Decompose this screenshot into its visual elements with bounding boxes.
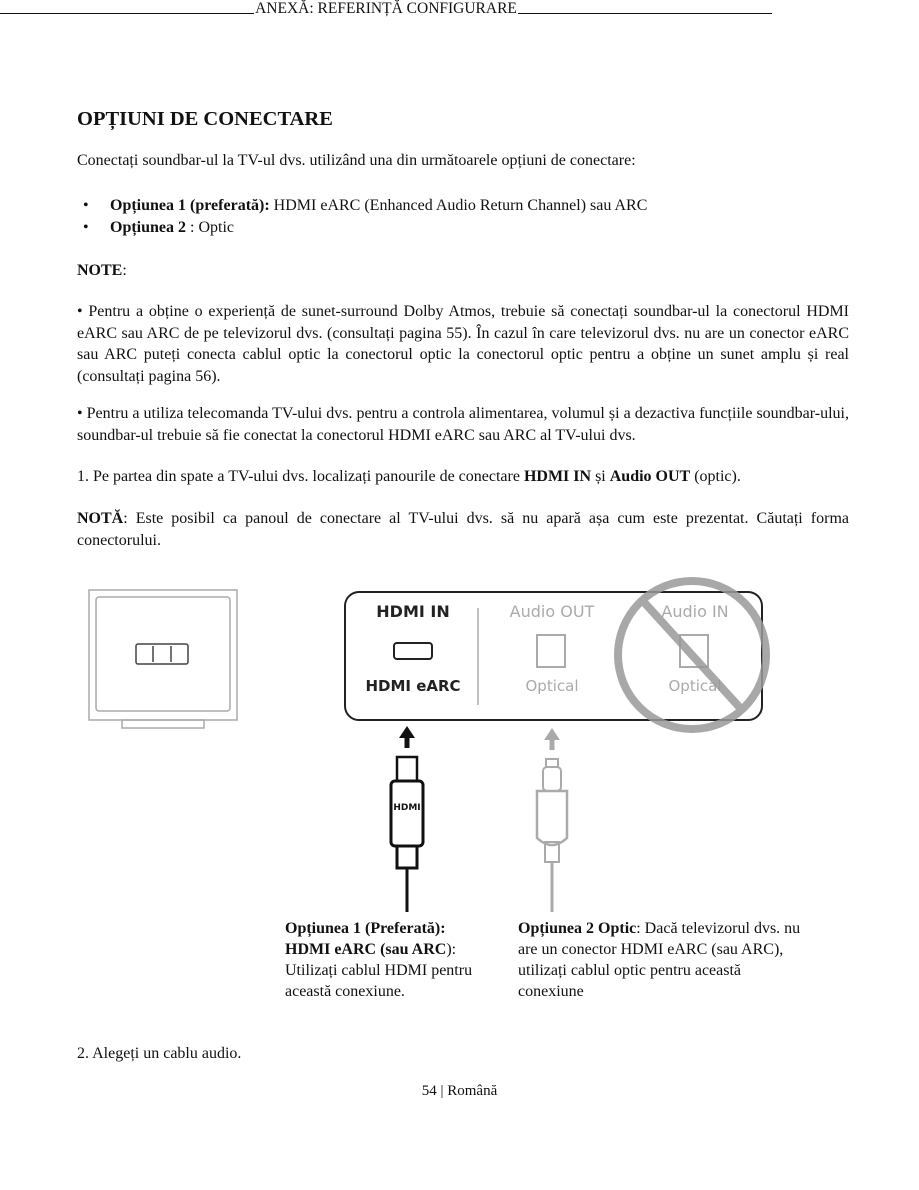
step-text: 1. Pe partea din spate a TV-ului dvs. localizați panourile de conectare [77, 468, 524, 485]
option-text: : Optic [186, 219, 235, 236]
step-1 [77, 466, 849, 488]
step-bold: HDMI IN [523, 468, 592, 485]
caption-option-1 [285, 918, 505, 1002]
note-label: NOTE [77, 262, 123, 279]
hdmi-in-label: HDMI IN [376, 602, 450, 621]
optical-port-icon [537, 635, 565, 667]
caption-bold: Opțiunea 1 (Preferată): [285, 920, 446, 937]
option-text: HDMI eARC (Enhanced Audio Return Channel) sau ARC [269, 197, 648, 214]
nota-paragraph [77, 508, 849, 551]
hdmi-cable-label: HDMI [393, 803, 421, 813]
caption-text: Utilizați cablul HDMI pentru această conexiune. [285, 962, 473, 1000]
step-text: și [591, 468, 610, 485]
page-footer: 54 | Română [421, 1083, 498, 1099]
step-bold: Audio OUT [609, 468, 691, 485]
list-item: • Opțiunea 2 : Optic [83, 219, 235, 236]
caption-text: ): [446, 941, 457, 958]
section-heading: OPȚIUNI DE CONECTARE [77, 108, 333, 130]
connector-panel [345, 581, 766, 729]
caption-option-2 [518, 918, 808, 1002]
hdmi-cable [391, 726, 423, 912]
options-list [77, 195, 647, 239]
hdmi-earc-label: HDMI eARC [365, 677, 461, 695]
note-paragraph: • Pentru a utiliza telecomanda TV-ului dvs. pentru a controla alimentarea, volumul și a dezactiva funcțiile soundbar-ului, soundbar-ul trebuie să fie conectat la conectorul HDMI eARC sau ARC al TV-ului dvs. [77, 405, 849, 444]
note-colon: : [122, 262, 127, 279]
list-item: • Opțiunea 1 (preferată): HDMI eARC (Enhanced Audio Return Channel) sau ARC [83, 197, 648, 214]
option-label: Opțiunea 1 (preferată): [110, 197, 270, 214]
option-label: Opțiunea 2 [110, 219, 187, 236]
note-paragraph: • Pentru a obține o experiență de sunet-surround Dolby Atmos, trebuie să conectați soundbar-ul la conectorul HDMI eARC sau ARC de pe televizorul dvs. (consultați pagina 55). În cazul în care televizorul dvs. nu are un conector eARC sau ARC puteți conecta cablul optic la conectorul optic la conectorul optic pentru a obține un sunet amplu și real (consultați pagina 56). [77, 303, 849, 385]
caption-bold: Opțiunea 2 Optic [518, 920, 637, 937]
caption-bold: HDMI eARC (sau ARC [285, 941, 447, 958]
optical-in-label: Optical [668, 677, 722, 695]
optical-out-label: Optical [525, 677, 579, 695]
header-title: ANEXĂ: REFERINȚĂ CONFIGURARE [255, 0, 517, 17]
nota-text: : Este posibil ca panoul de conectare al TV-ului dvs. să nu apară așa cum este prezentat. Căutați forma conectorului. [77, 510, 849, 549]
tv-illustration [89, 590, 237, 728]
audio-in-label: Audio IN [661, 602, 729, 621]
step-text: (optic). [690, 468, 741, 485]
step-2: 2. Alegeți un cablu audio. [77, 1045, 242, 1062]
optical-cable [537, 728, 567, 912]
running-header [0, 0, 772, 18]
hdmi-port-icon [394, 643, 432, 659]
audio-out-label: Audio OUT [509, 602, 595, 621]
caption-text: : Dacă televizorul dvs. nu are un conector HDMI eARC (sau ARC), utilizați cablul optic pentru această conexiune [518, 920, 801, 1000]
connection-diagram [80, 570, 780, 915]
note-heading [77, 260, 849, 282]
nota-label: NOTĂ [77, 510, 124, 527]
intro-text: Conectați soundbar-ul la TV-ul dvs. utilizând una din următoarele opțiuni de conectare: [77, 152, 636, 169]
